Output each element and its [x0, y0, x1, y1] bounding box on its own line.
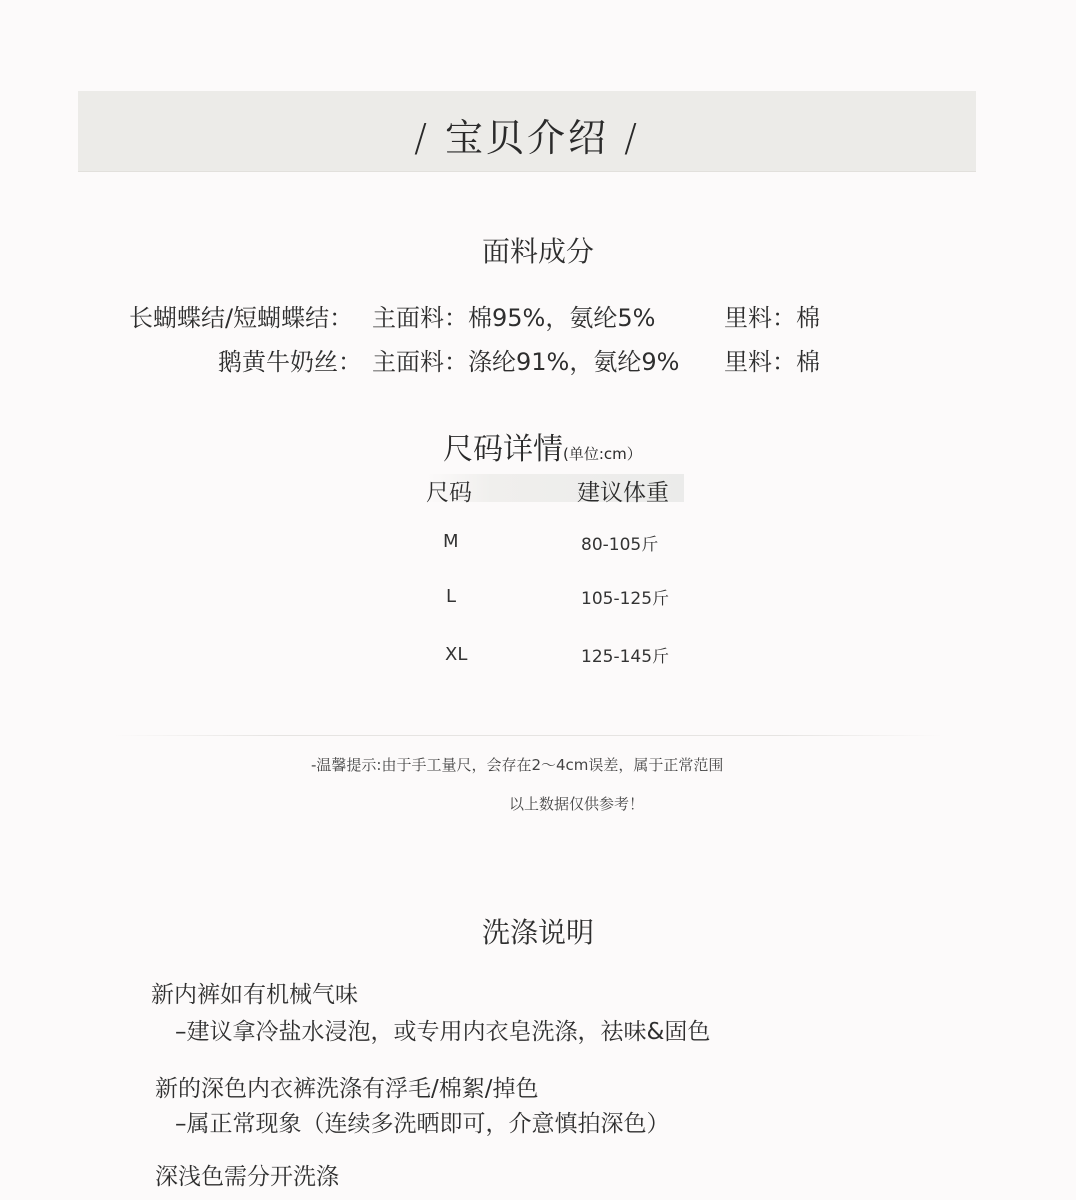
washing-section-title: 洗涤说明 [481, 916, 594, 949]
size-column-header: 尺码 [426, 480, 472, 506]
size-row-2-weight: 105-125斤 [581, 589, 670, 609]
size-row-3-weight: 125-145斤 [581, 647, 670, 667]
washing-item-2-head: 新的深色内衣裤洗涤有浮毛/棉絮/掉色 [155, 1076, 539, 1102]
measurement-tip: -温馨提示:由于手工量尺，会存在2～4cm误差，属于正常范围 [311, 756, 724, 774]
fabric-line-1-name: 长蝴蝶结/短蝴蝶结： [129, 304, 354, 332]
fabric-line-2-lining: 里料：棉 [724, 348, 820, 376]
size-row-3-size: XL [445, 644, 468, 665]
banner-title: / 宝贝介绍 / [414, 116, 640, 160]
reference-tip: 以上数据仅供参考！ [509, 795, 645, 813]
size-table-header [426, 474, 684, 506]
section-divider [112, 735, 944, 736]
fabric-line-1-main: 主面料：棉95%，氨纶5% [372, 304, 656, 332]
fabric-line-2-name: 鹅黄牛奶丝： [218, 348, 362, 376]
weight-column-header: 建议体重 [577, 480, 669, 506]
washing-item-1-sub: –建议拿冷盐水浸泡，或专用内衣皂洗涤，祛味&固色 [175, 1019, 711, 1045]
size-unit: (单位:cm） [563, 445, 642, 463]
size-row-2-size: L [446, 586, 457, 607]
fabric-section-title: 面料成分 [481, 235, 594, 268]
size-section-title [443, 424, 642, 468]
washing-item-2-sub: –属正常现象（连续多洗晒即可，介意慎拍深色） [175, 1111, 670, 1137]
washing-item-3-head: 深浅色需分开洗涤 [155, 1164, 339, 1190]
size-title: 尺码详情 [443, 432, 563, 467]
size-row-1-weight: 80-105斤 [581, 535, 659, 555]
intro-banner [78, 91, 976, 171]
size-row-1-size: M [443, 531, 459, 552]
fabric-line-2-main: 主面料：涤纶91%，氨纶9% [372, 348, 680, 376]
washing-item-1-head: 新内裤如有机械气味 [151, 982, 358, 1008]
fabric-line-1-lining: 里料：棉 [724, 304, 820, 332]
